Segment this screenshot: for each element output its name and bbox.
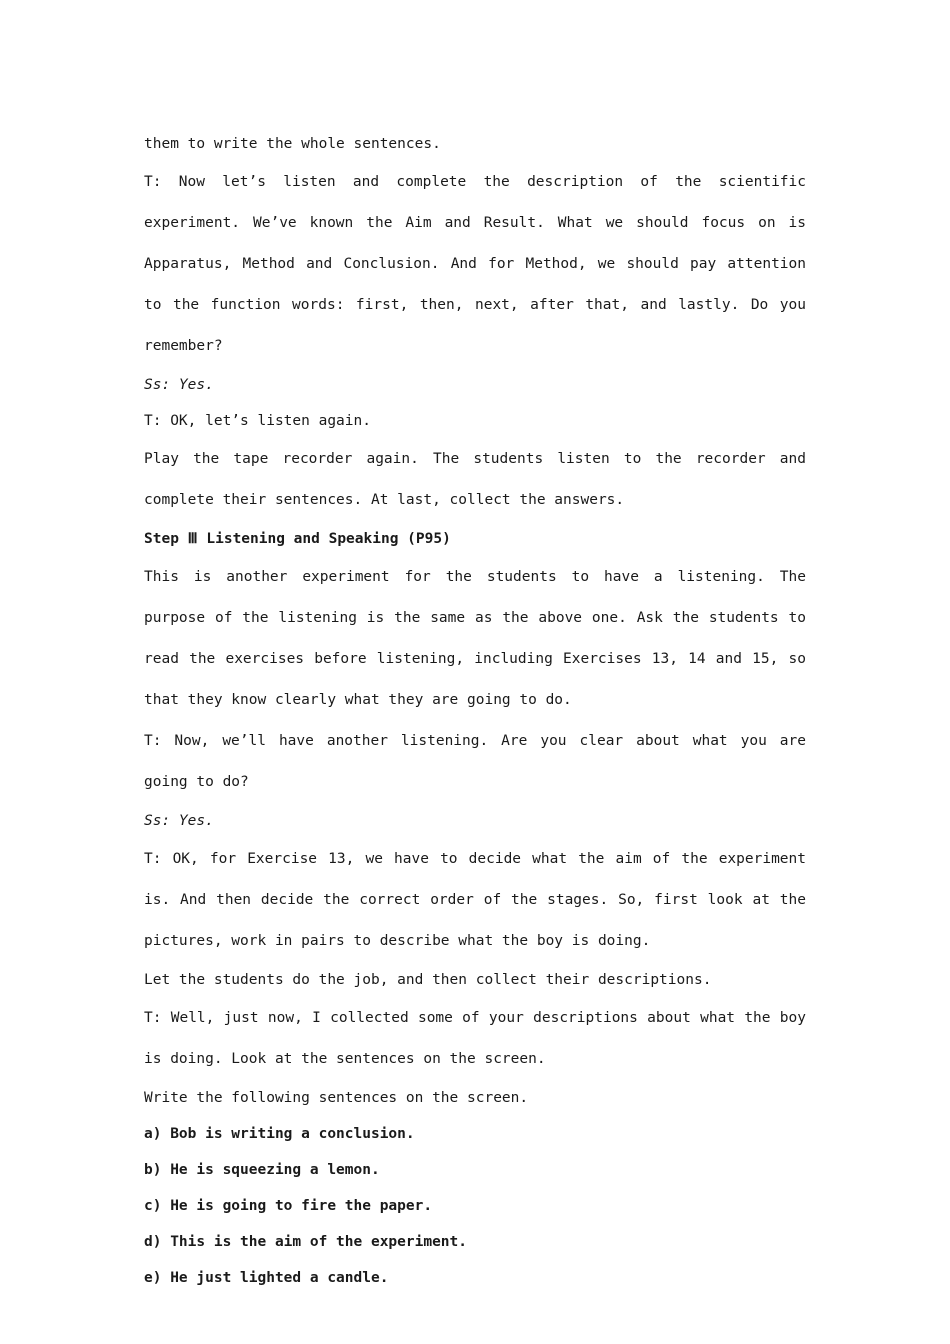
paragraph-students-yes: Ss: Yes. [144,377,214,393]
paragraph-students-yes-2: Ss: Yes. [144,813,214,829]
list-item-d: d) This is the aim of the experiment. [144,1234,468,1250]
document-page [144,126,806,1296]
paragraph-play-tape: Play the tape recorder again. The students listen to the recorder and complete their sentences. At last, collect the answers. [144,451,806,508]
step-heading: Step Ⅲ Listening and Speaking (P95) [144,531,451,547]
paragraph-write-sentences: Write the following sentences on the screen. [144,1090,529,1106]
paragraph-exercise-13: T: OK, for Exercise 13, we have to decide what the aim of the experiment is. And then decide the correct order of the stages. So, first look at the pictures, work in pairs to describe what the boy is doing. [144,851,806,949]
list-item-a: a) Bob is writing a conclusion. [144,1126,415,1142]
paragraph-teacher-listen-again: T: OK, let’s listen again. [144,413,371,429]
list-item-b: b) He is squeezing a lemon. [144,1162,380,1178]
list-item-c: c) He is going to fire the paper. [144,1198,433,1214]
paragraph-continuation: them to write the whole sentences. [144,136,441,152]
list-item-e: e) He just lighted a candle. [144,1270,389,1286]
paragraph-another-experiment: This is another experiment for the students to have a listening. The purpose of the listening is the same as the above one. Ask the students to read the exercises before listening, including Exercises 13, 14 and 15, so that they know clearly what they are going to do. [144,569,806,708]
paragraph-teacher-listen: T: Now let’s listen and complete the description of the scientific experiment. We’ve known the Aim and Result. What we should focus on is Apparatus, Method and Conclusion. And for Method, we should pay attention to the function words: first, then, next, after that, and lastly. Do you remember? [144,174,806,354]
paragraph-let-students: Let the students do the job, and then collect their descriptions. [144,972,712,988]
paragraph-teacher-another-listening: T: Now, we’ll have another listening. Are you clear about what you are going to do? [144,733,806,790]
paragraph-teacher-descriptions: T: Well, just now, I collected some of your descriptions about what the boy is doing. Look at the sentences on the screen. [144,1010,806,1067]
